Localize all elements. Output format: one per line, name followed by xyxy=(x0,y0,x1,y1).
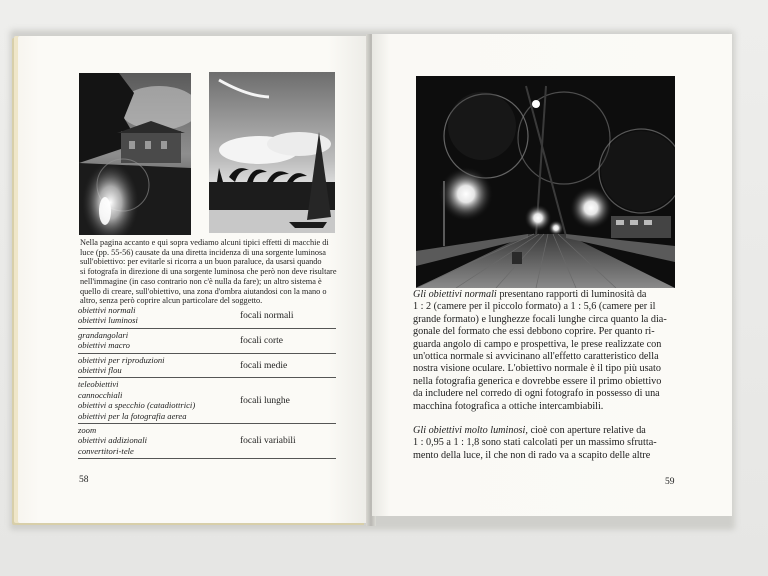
page-number-left: 58 xyxy=(79,475,89,485)
paragraph-line: da includere nel corredo di ogni fotografo in possesso di una xyxy=(413,388,660,400)
term-bright-lenses: Gli obiettivi molto luminosi, xyxy=(413,425,528,437)
lens-type: convertitori-tele xyxy=(78,445,134,456)
focal-category: focali variabili xyxy=(240,436,296,447)
caption-line: quello di creare, sull'obiettivo, una zona d'ombra aiutandosi con la mano o xyxy=(80,286,327,296)
lens-type: obiettivi flou xyxy=(78,365,122,376)
page-number-right: 59 xyxy=(665,477,675,487)
lens-type: obiettivi normali xyxy=(78,305,136,315)
lens-type: obiettivi addizionali xyxy=(78,435,147,446)
lens-type: obiettivi luminosi xyxy=(78,315,138,326)
photo-caption xyxy=(80,238,337,306)
lens-group-long xyxy=(78,378,336,424)
lens-type: obiettivi per la fotografia aerea xyxy=(78,410,187,421)
paragraph-line: 1 : 0,95 a 1 : 1,8 sono stati calcolati per un massimo sfrutta- xyxy=(413,437,657,449)
lens-group-medium xyxy=(78,354,336,379)
paragraph-line: 1 : 2 (camere per il piccolo formato) a 1 : 5,6 (camere per il xyxy=(413,301,656,313)
paragraph-line: nella fotografia generica e dovrebbe essere il primo obiettivo xyxy=(413,375,662,387)
lens-type: obiettivi macro xyxy=(78,340,130,351)
lens-type: obiettivi a specchio (catadiottrici) xyxy=(78,400,196,411)
focal-category: focali lunghe xyxy=(240,395,290,406)
lens-type: grandangolari xyxy=(78,329,129,340)
paragraph-line: gonale del formato che essi debbono coprire. Per quanto ri- xyxy=(413,326,655,338)
photo-tree-house-flare xyxy=(79,73,191,235)
lens-type: obiettivi per riproduzioni xyxy=(78,354,165,365)
term-normal-lenses: Gli obiettivi normali xyxy=(413,289,497,300)
caption-line: altro, senza però coprire alcun particolare del soggetto. xyxy=(80,296,263,306)
lens-type: zoom xyxy=(78,425,97,436)
paragraph-line: un'ottica normale si avvicinano all'effetto caratteristico della xyxy=(413,351,659,363)
paragraph-line xyxy=(413,289,676,301)
paragraph-text: presentano rapporti di luminosità da xyxy=(499,289,647,300)
lens-group-short xyxy=(78,329,336,354)
caption-line: sull'obiettivo: per evitarle si ricorra a un buon paraluce, da usarsi quando xyxy=(80,257,322,267)
paragraph-line: macchina fotografica a ottiche intercambiabili. xyxy=(413,400,604,412)
paragraph-text: cioè con aperture relative da xyxy=(530,425,646,437)
focal-category: focali corte xyxy=(240,335,283,346)
lens-group-normal xyxy=(78,304,336,329)
paragraph-line xyxy=(413,425,676,437)
caption-line: nell'immagine (in caso contrario non c'è nulla da fare); un altro sistema è xyxy=(80,276,322,286)
photo-pier-night-lights xyxy=(416,76,675,288)
paragraph-line: grande formato) e lunghezze focali lunghe circa quanto la dia- xyxy=(413,313,667,325)
caption-line: Nella pagina accanto e qui sopra vediamo alcuni tipici effetti di macchie di xyxy=(80,238,329,247)
paragraph-line: guarda angolo di campo e prospettiva, le prese realizzate con xyxy=(413,338,662,350)
photo-palms-sailboat-flare xyxy=(209,72,335,233)
lens-classification-table xyxy=(78,304,336,459)
focal-category: focali normali xyxy=(240,310,294,321)
caption-line: si fotografa in direzione di una sorgente luminosa che però non deve risultare xyxy=(80,267,337,277)
main-text xyxy=(413,289,676,462)
paragraph-line: nostra visione oculare. L'obiettivo normale è il tipo più usato xyxy=(413,363,661,375)
caption-line: luce (pp. 55-56) causate da una diretta incidenza di una sorgente luminosa xyxy=(80,247,326,257)
lens-type: teleobiettivi xyxy=(78,379,119,390)
lens-type: cannocchiali xyxy=(78,389,123,400)
lens-group-variable xyxy=(78,424,336,459)
paragraph-line: mento della luce, il che non di rado va a scapito delle altre xyxy=(413,449,651,461)
focal-category: focali medie xyxy=(240,360,288,371)
